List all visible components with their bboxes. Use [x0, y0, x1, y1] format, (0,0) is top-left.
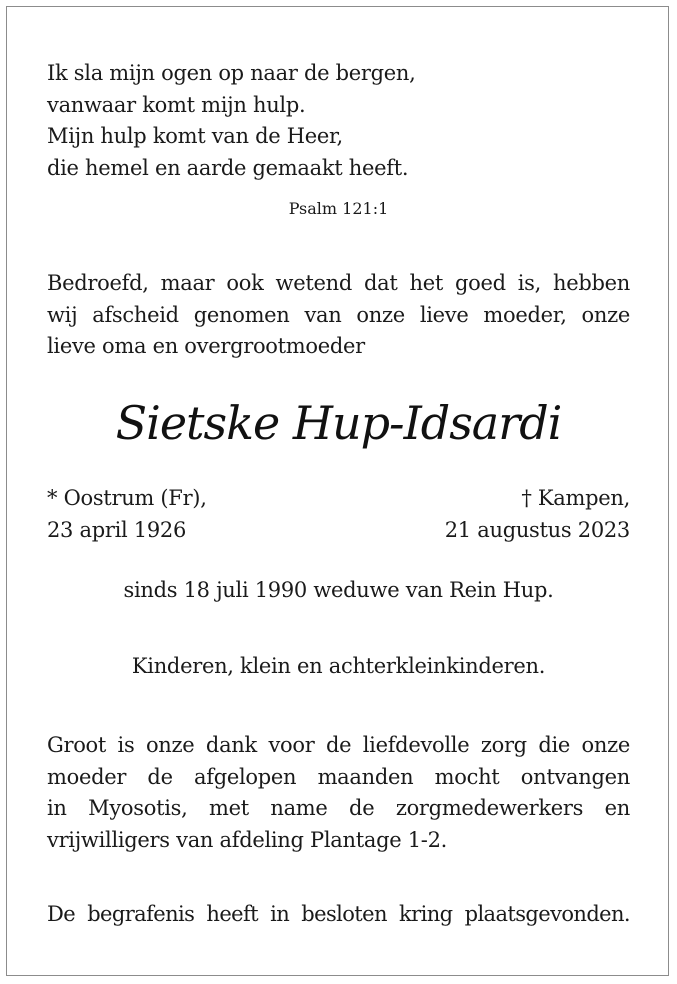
poem-line: die hemel en aarde gemaakt heeft. [47, 155, 409, 180]
intro-line: lieve oma en overgrootmoeder [47, 334, 365, 358]
widow-note: sinds 18 juli 1990 weduwe van Rein Hup. [123, 578, 554, 602]
psalm-poem [47, 58, 630, 184]
intro-line: Bedroefd, maar ook wetend dat het goed is, hebben [47, 271, 630, 295]
death-info [445, 482, 630, 546]
thanks-line: in Myosotis, met name de zorgmedewerkers en [47, 796, 630, 820]
death-date: 21 augustus 2023 [444, 518, 630, 542]
thanks-line: vrijwilligers van afdeling Plantage 1-2. [47, 827, 448, 852]
deceased-name: Sietske Hup-Idsardi [115, 396, 562, 450]
thanks-paragraph [47, 730, 630, 856]
announcement-intro [47, 268, 630, 363]
birth-date: 23 april 1926 [47, 518, 187, 542]
intro-line: wij afscheid genomen van onze lieve moeder, onze [47, 302, 630, 327]
poem-line: vanwaar komt mijn hulp. [47, 92, 306, 117]
birth-place: * Oostrum (Fr), [47, 486, 207, 510]
poem-line: Mijn hulp komt van de Heer, [47, 124, 343, 148]
psalm-reference: Psalm 121:1 [288, 199, 389, 218]
funeral-note: De begrafenis heeft in besloten kring plaatsgevonden. [47, 902, 630, 926]
poem-line: Ik sla mijn ogen op naar de bergen, [47, 61, 416, 85]
thanks-line: Groot is onze dank voor de liefdevolle zorg die onze [47, 733, 630, 757]
family-line: Kinderen, klein en achterkleinkinderen. [131, 654, 546, 678]
death-place: † Kampen, [521, 486, 630, 510]
birth-info [47, 482, 207, 546]
thanks-line: moeder de afgelopen maanden mocht ontvangen [47, 764, 630, 789]
